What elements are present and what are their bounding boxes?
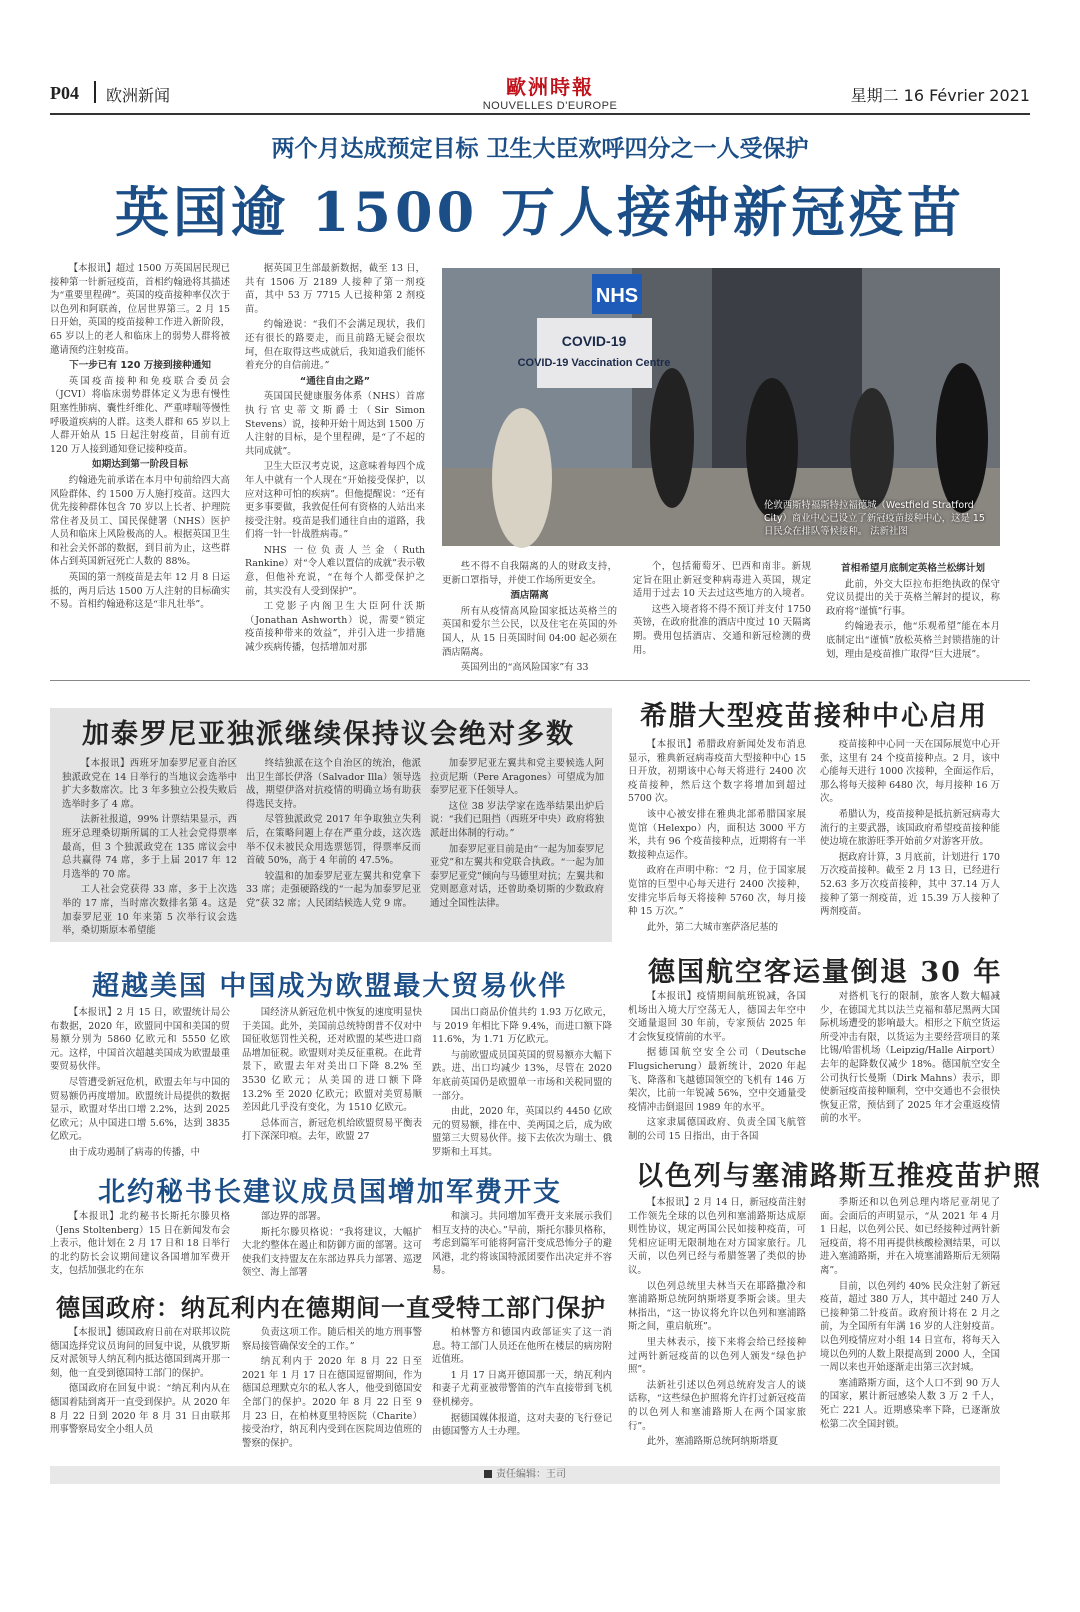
page-number: P04 <box>50 83 79 103</box>
issue-date: 星期二 16 Février 2021 <box>850 86 1030 105</box>
header-divider <box>94 81 96 103</box>
subheading: “通往自由之路” <box>299 375 371 387</box>
paragraph: 较温和的加泰罗尼亚左翼共和党拿下 33 席；走强硬路线的“一起为加泰罗尼亚党”获 32 席；人民团结候选人党 9 席。 <box>246 870 421 909</box>
svg-text:NHS: NHS <box>595 285 639 307</box>
paragraph: 工党影子内阁卫生大臣阿什沃斯（Jonathan Ashworth）说，需要“锁定疫苗接种带来的效益”，并引入进一步措施减少疾病传播，包括增加对那 <box>245 601 425 654</box>
paragraph: 【本报讯】2 月 14 日，新冠疫苗注射工作领先全球的以色列和塞浦路斯达成原则性协议，规定两国公民如接种疫苗，可凭相应证明无限制地在对方国家旅行。几天前，以色列已经与希腊签署了类似的协议。 <box>628 1197 806 1276</box>
editor-footer <box>50 1466 1000 1484</box>
paragraph: 英国疫苗接种和免疫联合委员会（JCVI）将临床弱势群体定义为患有慢性阻塞性肺病、囊性纤维化、严重哮喘等慢性呼吸道疾病的人群。这类人群和 65 岁以上人群开始从 15 日起注射疫苗，目前有近 120 万人接到通知登记接种疫苗。 <box>50 375 230 455</box>
paragraph: 部边界的部署。 <box>260 1211 327 1222</box>
lead-col-4 <box>633 560 811 662</box>
greece-col-2 <box>820 738 1000 936</box>
paragraph: 【本报讯】疫情期间航班锐减，各国机场出入境大厅空荡无人，德国去年空中交通量退回 30 年前，专家预估 2025 年才会恢复疫情前的水平。 <box>628 991 806 1043</box>
paragraph: 以色列总统里夫林当天在耶路撒冷和塞浦路斯总统阿纳斯塔夏季斯会谈。里夫林指出，“这一协议将允许以色列和塞浦路斯之间，重启航班”。 <box>628 1280 806 1333</box>
israel-col-2 <box>820 1196 1000 1458</box>
paragraph: 纳瓦利内于 2020 年 8 月 22 日至 2021 年 1 月 17 日在德国逗留期间，作为德国总理默克尔的私人客人，他受到德国安全部门的保护。2020 年 8 月 22 日至 9 月 23 日，在柏林夏里特医院（Charite）接受治疗，纳瓦利内受到在医院周边值班的警察的保护。 <box>242 1356 422 1449</box>
paragraph: 塞浦路斯方面，这个人口不到 90 万人的国家，累计新冠感染人数 3 万 2 千人，死亡 221 人。近期感染率下降，已逐渐放松第二次全国封锁。 <box>820 1377 1000 1430</box>
subheading: 首相希望月底制定英格兰松绑计划 <box>841 563 985 574</box>
paragraph: 1 月 17 日离开德国那一天，纳瓦利内和妻子尤莉亚被带警笛的汽车直接带到飞机登机梯旁。 <box>432 1369 612 1408</box>
subheading: 下一步已有 120 万接到接种通知 <box>69 360 211 372</box>
paragraph: 据德国航空安全公司（Deutsche Flugsicherung）最新统计，2020 年起飞、降落和飞越德国领空的飞机有 146 万架次，比前一年锐减 56%，空中交通量受疫情冲击倒退回 1989 年的水平。 <box>628 1047 806 1113</box>
paragraph: 总体而言，新冠危机给欧盟贸易平衡表打下深深印痕。去年，欧盟 27 <box>242 1117 422 1143</box>
aviation-col-1 <box>628 990 806 1142</box>
paragraph: 些不得不自我隔离的人的财政支持，更新口罩指导，并使工作场所更安全。 <box>442 561 617 586</box>
china-eu-col-1 <box>50 1006 230 1166</box>
paragraph: 由于成功遏制了病毒的传播，中 <box>68 1146 201 1158</box>
paragraph: 英国国民健康服务体系（NHS）首席执行官史蒂文斯爵士（Sir Simon Stevens）说，接种开始十周达到 1500 万人注射的目标，是个里程碑，是“了不起的共同成就”。 <box>245 391 425 457</box>
subheading: 如期达到第一阶段目标 <box>92 459 188 471</box>
catalonia-col-3 <box>430 757 604 937</box>
caption-text: 伦敦西斯特福斯特拉福德城（Westfield Stratford City）商业中心已设立了新冠疫苗接种中心，这是 15 日民众在排队等候接种。 <box>764 500 985 537</box>
paragraph: 此外，塞浦路斯总统阿纳斯塔夏 <box>646 1436 779 1448</box>
greece-headline: 希腊大型疫苗接种中心启用 <box>640 701 988 732</box>
lead-col-1 <box>50 262 230 660</box>
paragraph: 国经济从新冠危机中恢复的速度明显快于美国。此外，美国前总统特朗普不仅对中国征收惩罚性关税，还对欧盟的某些进口商品增加征税。欧盟则对美反征重税。在此背景下，欧盟去年对美出口下降 8.2% 至 3530 亿欧元；从美国的进口额下降 13.2% 至 2020 亿欧元；欧盟对美贸易顺差因此几乎没有变化，为 1510 亿欧元。 <box>242 1007 422 1114</box>
newspaper-logo <box>460 71 640 112</box>
caption-credit: 法新社图 <box>870 526 908 537</box>
paragraph: 斯托尔滕贝格说：“我将建议，大幅扩大北约整体在遏止和防御方面的部署。这可使我们支持盟友在东部边界兵力部署、巡逻领空、海上部署 <box>242 1226 422 1279</box>
paragraph: 【本报讯】超过 1500 万英国居民现已接种第一针新冠疫苗，首相约翰逊将其描述为“重要里程碑”。英国的疫苗接种率仅次于以色列和阿联酋，位居世界第三。2 月 15 日开始，英国的疫苗接种工作进入新阶段，65 岁以上的老人和临床上的弱势人群将被邀请预约注射疫苗。 <box>50 263 230 356</box>
logo-chinese: 歐洲時報 <box>506 75 594 99</box>
paragraph: 约翰逊表示，他“乐观希望”能在本月底制定出“谨慎”放松英格兰封锁措施的计划，理由是疫苗推广取得“巨大进展”。 <box>826 621 1000 660</box>
catalonia-col-2 <box>246 757 421 937</box>
paragraph: 卫生大臣汉考克说，这意味着每四个成年人中就有一个人现在“开始接受保护，以应对这种可怕的疾病”。但他提醒说：“还有更多事要做，我敦促任何有资格的人站出来接受注射。疫苗是我们通往自由的道路，我们将一针一针战胜病毒。” <box>245 461 425 541</box>
paragraph: 季斯还和以色列总理内塔尼亚胡见了面。会面后的声明显示，“从 2021 年 4 月 1 日起，以色列公民、如已经接种过两针新冠疫苗，将不用再提供核酸检测结果，可以进入塞浦路斯，并在入境塞浦路斯后无须隔离”。 <box>820 1197 1000 1276</box>
paragraph: 【本报讯】希腊政府新闻处发布消息显示，雅典新冠病毒疫苗大型接种中心 15 日开放，初期该中心每天将进行 2400 次疫苗接种，然后这个数字将增加到超过 5700 次。 <box>628 739 806 805</box>
footer-square-icon <box>484 1470 492 1478</box>
paragraph: 德国政府在回复中说：“纳瓦利内从在德国着陆到离开一直受到保护。从 2020 年 8 月 22 日到 2020 年 8 月 31 日由联邦刑事警察局安全小组人员 <box>50 1383 230 1436</box>
nato-col-1 <box>50 1210 230 1280</box>
lead-col-3 <box>442 560 617 674</box>
germany-col-3 <box>432 1326 612 1456</box>
svg-text:COVID-19: COVID-19 <box>561 333 627 349</box>
lead-col-5 <box>826 560 1000 662</box>
catalonia-col-1 <box>62 757 237 937</box>
page-header <box>50 75 1030 115</box>
paragraph: 里夫林表示，接下来将会给已经接种过两针新冠疫苗的以色列人颁发“绿色护照”。 <box>628 1336 806 1376</box>
lead-kicker: 两个月达成预定目标 卫生大臣欢呼四分之一人受保护 <box>271 136 809 162</box>
logo-french: NOUVELLES D'EUROPE <box>482 100 618 112</box>
paragraph: 尽管独派政党 2017 年争取独立失利后，在策略问题上存在严重分歧，这次选举不仅未被民众用选票惩罚，得票率反而首破 50%，高于 4 年前的 47.5%。 <box>246 814 421 867</box>
nato-col-2 <box>242 1210 422 1280</box>
paragraph: 这位 38 岁法学家在选举结果出炉后说：“我们已阻挡（西班牙中央）政府将独派赶出体制的行动。” <box>430 800 604 839</box>
subheading: 酒店隔离 <box>510 590 549 602</box>
vaccination-photo <box>442 268 1000 546</box>
section-name: 欧洲新闻 <box>106 86 171 105</box>
editor-credit: 责任编辑：王司 <box>496 1469 566 1480</box>
paragraph: 此前，外交大臣拉布拒绝执政的保守党议员提出的关于英格兰解封的提议，称政府将“谨慎”行事。 <box>826 578 1000 617</box>
paragraph: 据政府计算，3 月底前，计划进行 170 万次疫苗接种。截至 2 月 13 日，已经进行 52.63 多万次疫苗接种，其中 37.14 万人接种了第一剂疫苗，近 15.39 万人接种了两剂疫苗。 <box>820 851 1000 918</box>
paragraph: NHS 一位负责人兰金（Ruth Rankine）对“令人难以置信的成就”表示敬意，但他补充说，“在每个人都受保护之前，其实没有人受到保护”。 <box>245 544 426 597</box>
paragraph: 终结独派在这个自治区的统治，他派出卫生部长伊洛（Salvador Illa）领导选战，期望伊洛对抗疫情的明确立场有助获得选民支持。 <box>246 758 421 810</box>
israel-col-1 <box>628 1196 806 1458</box>
paragraph: 加泰罗尼亚左翼共和党主要候选人阿拉贡尼斯（Pere Aragones）可望成为加泰罗尼亚下任领导人。 <box>430 758 604 797</box>
paragraph: 这些入境者将不得不预订并支付 1750 英镑，在政府批准的酒店中度过 10 天隔离期。费用包括酒店、交通和新冠检测的费用。 <box>633 603 811 656</box>
nato-col-3 <box>432 1210 612 1280</box>
paragraph: 【本报讯】德国政府日前在对联邦议院德国选择党议员询问的回复中说，从俄罗斯反对派领导人纳瓦利内抵达德国到离开那一刻，他一直受到德国特工部门的保护。 <box>50 1327 230 1379</box>
paragraph: 和演习。共同增加军费开支来展示我们相互支持的决心。”早前，斯托尔滕贝格称，考虑到篇军可能将阿富汗变成恐怖分子的避风港，北约将该国特派团要作出决定并不容易。 <box>432 1211 612 1277</box>
paragraph: 希腊认为，疫苗接种是抵抗新冠病毒大流行的主要武器，该国政府希望疫苗接种能使边境在旅游旺季开始前夕对游客开放。 <box>820 808 1000 848</box>
china-eu-col-2 <box>242 1006 422 1166</box>
paragraph: 约翰逊说：“我们不会满足现状，我们还有很长的路要走，而且前路无疑会很坎坷，但在取得这些成就后，我知道我们能怀着充分的自信前进。” <box>245 319 425 372</box>
germany-headline: 德国政府：纳瓦利内在德期间一直受特工部门保护 <box>56 1293 606 1322</box>
lead-col-2 <box>245 262 425 660</box>
germany-col-2 <box>242 1326 422 1456</box>
photo-sign-text: COVID-19 Vaccination Centre <box>517 357 671 369</box>
paragraph: 柏林警方和德国内政部证实了这一消息。特工部门人员还在他所在楼层的病房附近值班。 <box>432 1327 612 1366</box>
paragraph: 这家隶属德国政府、负责全国飞航管制的公司 15 日指出，由于各国 <box>628 1117 806 1142</box>
paragraph: 法新社引述以色列总统府发言人的谈话称，“这些绿色护照将允许打过新冠疫苗的以色列人和塞浦路斯人在两个国家旅行”。 <box>628 1379 806 1432</box>
paragraph: 【本报讯】北约秘书长斯托尔滕贝格（Jens Stoltenberg）15 日在新闻发布会上表示，他计划在 2 月 17 日和 18 日举行的北约防长会议期间建议各国增加军费开支，包括加强北约在东 <box>50 1211 230 1277</box>
paragraph: 加泰罗尼亚目前是由“一起为加泰罗尼亚党”和左翼共和党联合执政。“一起为加泰罗尼亚党”倾向与马德里对抗；左翼共和党则愿意对话，还曾助桑切斯的少数政府通过全国性法律。 <box>430 843 604 909</box>
paragraph: 英国列出的“高风险国家”有 33 <box>460 662 589 674</box>
paragraph: 由此，2020 年，英国以约 4450 亿欧元的贸易额，排在中、美两国之后，成为欧盟第三大贸易伙伴。接下去依次为瑞士、俄罗斯和土耳其。 <box>432 1106 612 1158</box>
israel-headline: 以色列与塞浦路斯互推疫苗护照 <box>636 1161 1042 1192</box>
china-eu-col-3 <box>432 1006 612 1166</box>
header-rule <box>50 113 1030 115</box>
paragraph: 该中心被安排在雅典北部希腊国家展览馆（Helexpo）内，面积达 3000 平方米，共有 96 个疫苗接种点，近期将有一半数接种点运作。 <box>628 808 806 861</box>
lead-headline: 英国逾 1500 万人接种新冠疫苗 <box>115 180 965 244</box>
paragraph: 负责这项工作。随后相关的地方刑事警察局接管确保安全的工作。” <box>242 1327 422 1352</box>
photo-caption <box>764 499 994 538</box>
catalonia-headline: 加泰罗尼亚独派继续保持议会绝对多数 <box>82 719 575 750</box>
paragraph: 对搭机飞行的限制，旅客人数大幅减少，在德国尤其以法兰克福和慕尼黑两大国际机场遭受的影响最大。相形之下航空货运所受冲击有限，以货运为主要经营项目的莱比锡/哈雷机场（Leipzig/Halle Airport）去年的起降数仅减少 18%。德国航空安全公司执行长曼斯（Dirk Mahns）表示，即使新冠疫苗接种顺利，空中交通也不会很快恢复正常，预估到了 2025 年才会重返疫情前的水平。 <box>820 991 1000 1125</box>
paragraph: 疫苗接种中心同一天在国际展览中心开张，这里有 24 个疫苗接种点。2 月，该中心能每天进行 1000 次接种，全面运作后，那么将每天接种 6480 次，每月接种 16 万次。 <box>820 739 1000 805</box>
nato-headline: 北约秘书长建议成员国增加军费开支 <box>98 1177 562 1208</box>
paragraph: 【本报讯】西班牙加泰罗尼亚自治区独派政党在 14 日举行的当地议会选举中扩大多数席次。比 3 年多独立公投失败后选举时多了 4 席。 <box>62 758 237 810</box>
paragraph: 目前，以色列约 40% 民众注射了新冠疫苗，超过 380 万人，其中超过 240 万人已接种第二针疫苗。政府预计将在 2 月之前，为全国所有年满 16 岁的人注射疫苗。以色列疫情应对小组 14 日宣布，将每天入境以色列的人数上限提高到 2000 人，全国一周以来也开始逐渐走出第三次封城。 <box>820 1280 1000 1374</box>
paragraph: 工人社会党获得 33 席，多于上次选举的 17 席，当时席次数排名第 4。这是加泰罗尼亚 10 年来第 5 次举行议会选举，桑切斯原本希望能 <box>62 884 237 937</box>
paragraph: 据德国媒体报道，这对夫妻的飞行登记由德国警方人士办理。 <box>432 1412 612 1438</box>
paragraph: 法新社报道，99% 计票结果显示，西班牙总理桑切斯所属的工人社会党得票率最高，但 3 个独派政党在 135 席议会中总共赢得 74 席，多于上届 2017 年 12 月选举的 70 席。 <box>62 814 237 880</box>
paragraph: 国出口商品价值共约 1.93 万亿欧元，与 2019 年相比下降 9.4%，而进口额下降 11.6%，为 1.71 万亿欧元。 <box>432 1007 612 1046</box>
greece-col-1 <box>628 738 806 936</box>
aviation-col-2 <box>820 990 1000 1142</box>
paragraph: 所有从疫情高风险国家抵达英格兰的英国和爱尔兰公民，以及住宅在英国的外国人，从 15 日英国时间 04:00 起必须在酒店隔离。 <box>442 605 617 658</box>
paragraph: 此外，第二大城市塞萨洛尼基的 <box>646 921 779 933</box>
aviation-headline: 德国航空客运量倒退 30 年 <box>648 957 1003 988</box>
china-eu-headline: 超越美国 中国成为欧盟最大贸易伙伴 <box>92 971 568 1002</box>
germany-col-1 <box>50 1326 230 1456</box>
paragraph: 与前欧盟成员国英国的贸易额亦大幅下跌。进、出口均减少 13%，尽管在 2020 年底前英国仍是欧盟单一市场和关税同盟的一部分。 <box>432 1049 612 1102</box>
paragraph: 【本报讯】2 月 15 日，欧盟统计局公布数据，2020 年，欧盟同中国和美国的贸易额分别为 5860 亿欧元和 5550 亿欧元。这样，中国首次超越美国成为欧盟最重要贸易伙伴。 <box>50 1007 230 1073</box>
paragraph: 政府在声明中称：“2 月，位于国家展览馆的巨型中心每天进行 2400 次接种，安排完毕后每天将接种 5760 次，每月接种 15 万次。” <box>628 865 806 918</box>
section-divider <box>50 680 1030 681</box>
paragraph: 个，包括葡萄牙、巴西和南非。新规定旨在阻止新冠变种病毒进入英国，规定适用于过去 10 天去过这些地方的入境者。 <box>633 561 811 600</box>
paragraph: 尽管遭受新冠危机，欧盟去年与中国的贸易额仍再度增加。欧盟统计局提供的数据显示，欧盟对华出口增 2.2%，达到 2025 亿欧元；从中国进口增 5.6%，达到 3835 亿欧元。 <box>50 1076 230 1143</box>
paragraph: 约翰逊先前承诺在本月中旬前给四大高风险群体、约 1500 万人施打疫苗。这四大优先接种群体包含 70 岁以上长者、护理院常住者及员工、国民保健署（NHS）医护人员和临床上风险极高的人。根据英国卫生和社会关怀部的数据，到目前为止，这些群体占到英国新冠死亡人数的 88%。 <box>50 474 230 568</box>
paragraph: 据英国卫生部最新数据，截至 13 日，共有 1506 万 2189 人接种了第一剂疫苗，其中 53 万 7715 人已接种第 2 剂疫苗。 <box>245 263 425 315</box>
paragraph: 英国的第一剂疫苗是去年 12 月 8 日运抵的，两月后达 1500 万人注射的目标确实不易。首相约翰逊称这是“非凡壮举”。 <box>50 572 230 611</box>
